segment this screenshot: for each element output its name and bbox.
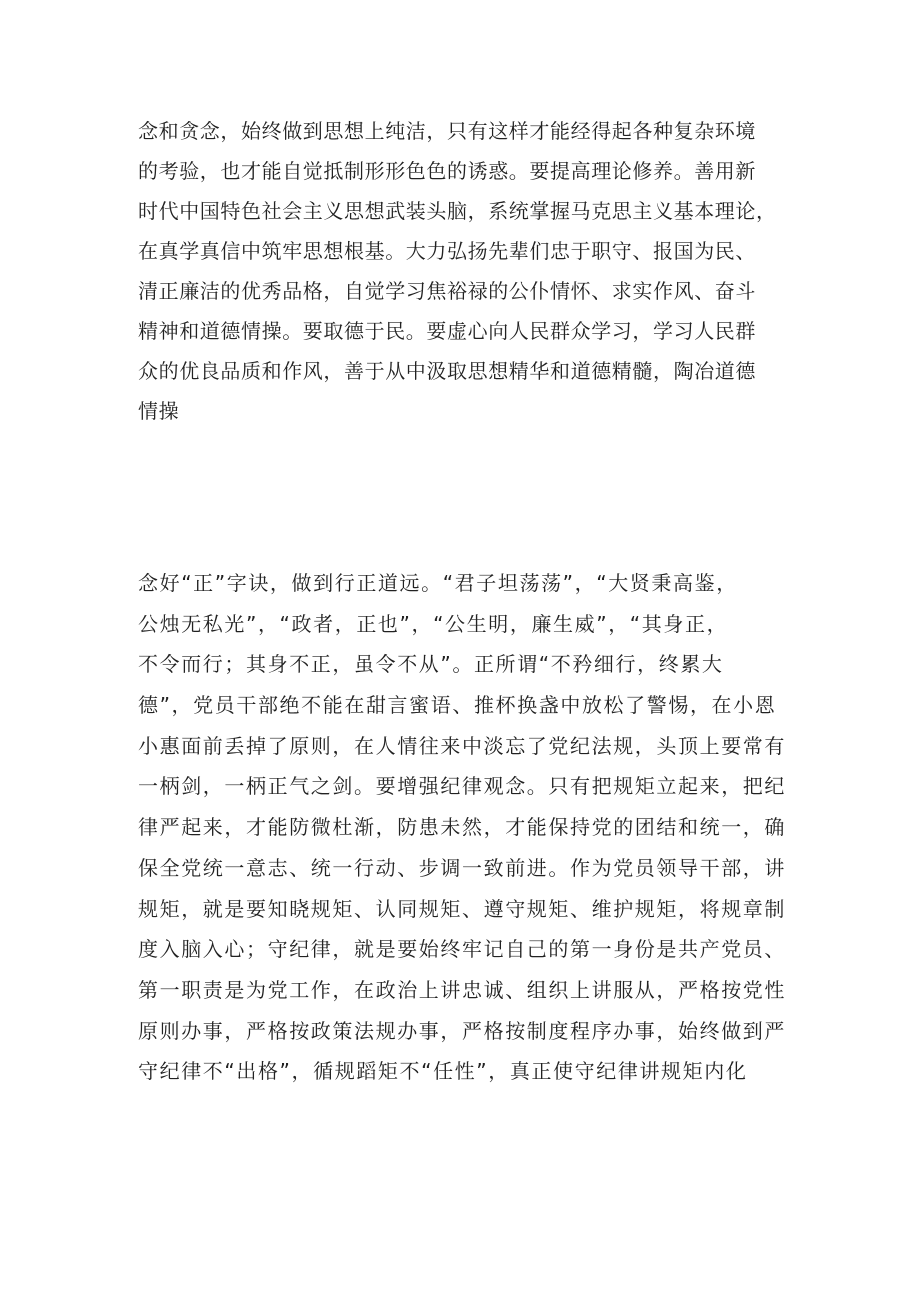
- paragraph-2: [138, 563, 818, 1092]
- text-line: 念好“正”字诀，做到行正道远。“君子坦荡荡”，“大贤秉高鉴，: [138, 571, 738, 595]
- text-line: 情操: [138, 399, 180, 423]
- text-line: 一柄剑，一柄正气之剑。要增强纪律观念。只有把规矩立起来，把纪: [138, 774, 786, 799]
- text-line: 原则办事，严格按政策法规办事，严格按制度程序办事，始终做到严: [138, 1018, 786, 1043]
- text-line: 度入脑入心；守纪律，就是要始终牢记自己的第一身份是共产党员、: [138, 937, 786, 962]
- text-line: 在真学真信中筑牢思想根基。大力弘扬先辈们忠于职守、报国为民、: [138, 239, 756, 263]
- text-line: 清正廉洁的优秀品格，自觉学习焦裕禄的公仆情怀、求实作风、奋斗: [138, 279, 756, 303]
- text-line: 众的优良品质和作风，善于从中汲取思想精华和道德精髓，陶冶道德: [138, 359, 756, 383]
- text-line: 精神和道德情操。要取德于民。要虚心向人民群众学习，学习人民群: [138, 319, 756, 343]
- text-line: 时代中国特色社会主义思想武装头脑，系统掌握马克思主义基本理论，: [138, 199, 777, 223]
- text-line: 守纪律不“出格”，循规蹈矩不“任性”，真正使守纪律讲规矩内化: [138, 1059, 748, 1084]
- text-line: 规矩，就是要知晓规矩、认同规矩、遵守规矩、维护规矩，将规章制: [138, 896, 786, 921]
- text-line: 公烛无私光”，“政者，正也”，“公生明，廉生威”，“其身正，: [138, 611, 729, 636]
- text-line: 保全党统一意志、统一行动、步调一致前进。作为党员领导干部，讲: [138, 855, 786, 880]
- text-line: 第一职责是为党工作，在政治上讲忠诚、组织上讲服从，严格按党性: [138, 977, 786, 1002]
- text-line: 念和贪念，始终做到思想上纯洁，只有这样才能经得起各种复杂环境: [138, 119, 756, 143]
- text-line: 的考验，也才能自觉抵制形形色色的诱惑。要提高理论修养。善用新: [138, 159, 756, 183]
- text-line: 律严起来，才能防微杜渐，防患未然，才能保持党的团结和统一，确: [138, 815, 786, 840]
- text-line: 德”，党员干部绝不能在甜言蜜语、推杯换盏中放松了警惕，在小恩: [138, 693, 777, 718]
- text-line: 小惠面前丢掉了原则，在人情往来中淡忘了党纪法规，头顶上要常有: [138, 733, 786, 758]
- text-line: 不令而行；其身不正，虽令不从”。正所谓“不矜细行，终累大: [138, 652, 724, 677]
- paragraph-1: [138, 111, 818, 431]
